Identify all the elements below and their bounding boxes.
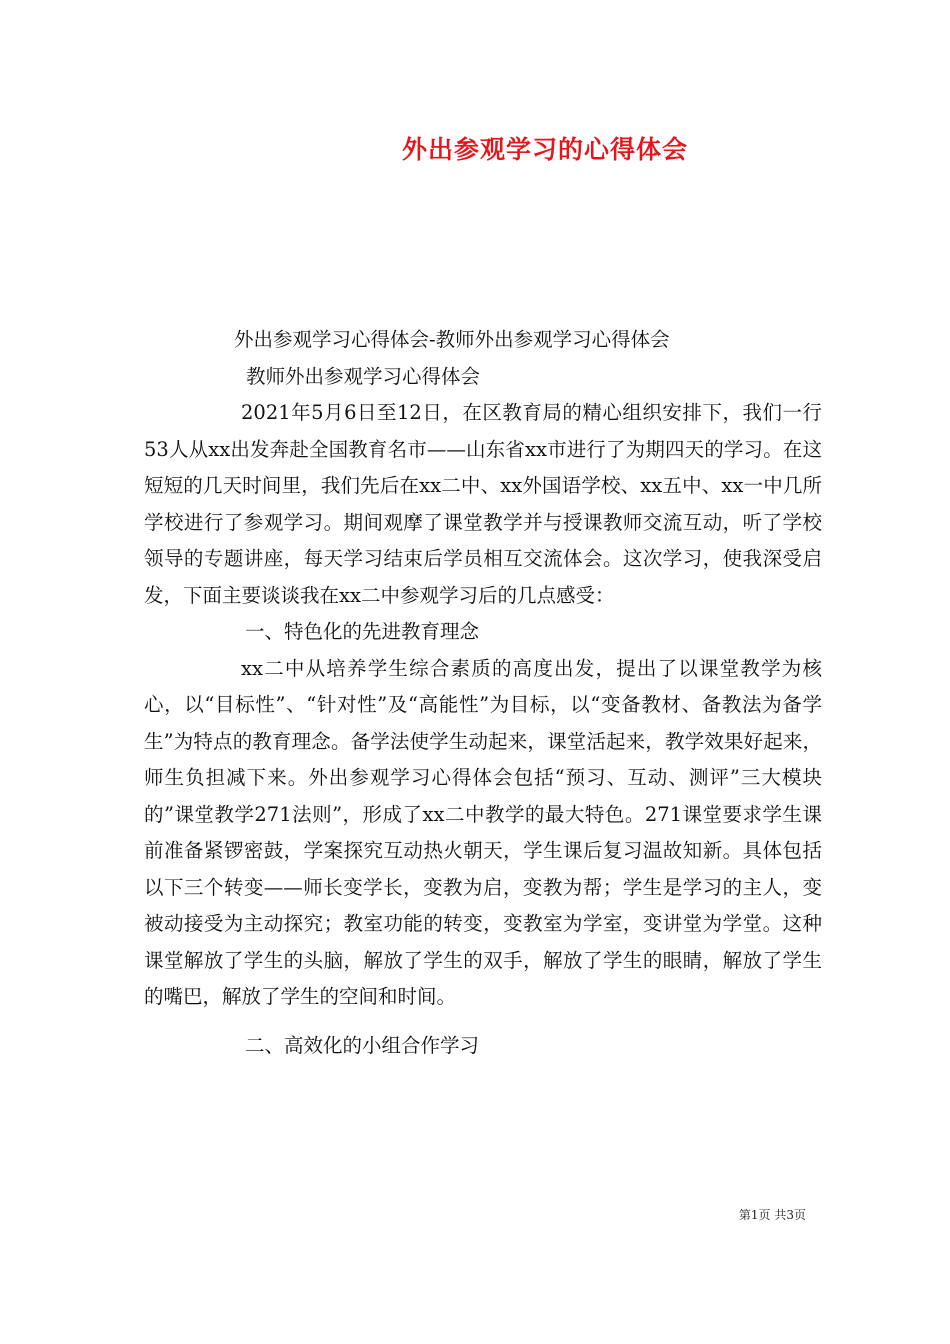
section-heading-2: 二、高效化的小组合作学习 [245, 1033, 480, 1057]
section-heading-1: 一、特色化的先进教育理念 [245, 620, 480, 643]
document-subtitle: 外出参观学习心得体会-教师外出参观学习心得体会 [234, 328, 670, 351]
paragraph-section-1: xx二中从培养学生综合素质的高度出发，提出了以课堂教学为核心，以“目标性”、“针对性”及“高能性”为目标，以“变备教材、备教法为备学生”为特点的教育理念。备学法使学生动起来，课堂活起来，教学效果好起来，师生负担减下来。外出参观学习心得体会包括“预习、互动、测评”三大模块的”课堂教学271法则”，形成了xx二中教学的最大特色。271课堂要求学生课前准备紧锣密鼓，学案探究互动热火朝天，学生课后复习温故知新。具体包括以下三个转变——师长变学长，变教为启，变教为帮；学生是学习的主人，变被动接受为主动探究；教室功能的转变，变教室为学室，变讲堂为学堂。这种课堂解放了学生的头脑，解放了学生的双手，解放了学生的眼睛，解放了学生的嘴巴，解放了学生的空间和时间。 [144, 656, 822, 1008]
document-body [144, 322, 822, 1064]
paragraph-intro: 2021年5月6日至12日，在区教育局的精心组织安排下，我们一行53人从xx出发奔赴全国教育名市——山东省xx市进行了为期四天的学习。在这短短的几天时间里，我们先后在xx二中、xx外国语学校、xx五中、xx一中几所学校进行了参观学习。期间观摩了课堂教学并与授课教师交流互动，听了学校领导的专题讲座，每天学习结束后学员相互交流体会。这次学习，使我深受启发，下面主要谈谈我在xx二中参观学习后的几点感受： [144, 401, 822, 607]
document-subtitle-secondary: 教师外出参观学习心得体会 [246, 364, 481, 388]
page-number: 第1页 共3页 [738, 1208, 806, 1222]
document-title: 外出参观学习的心得体会 [401, 135, 688, 164]
